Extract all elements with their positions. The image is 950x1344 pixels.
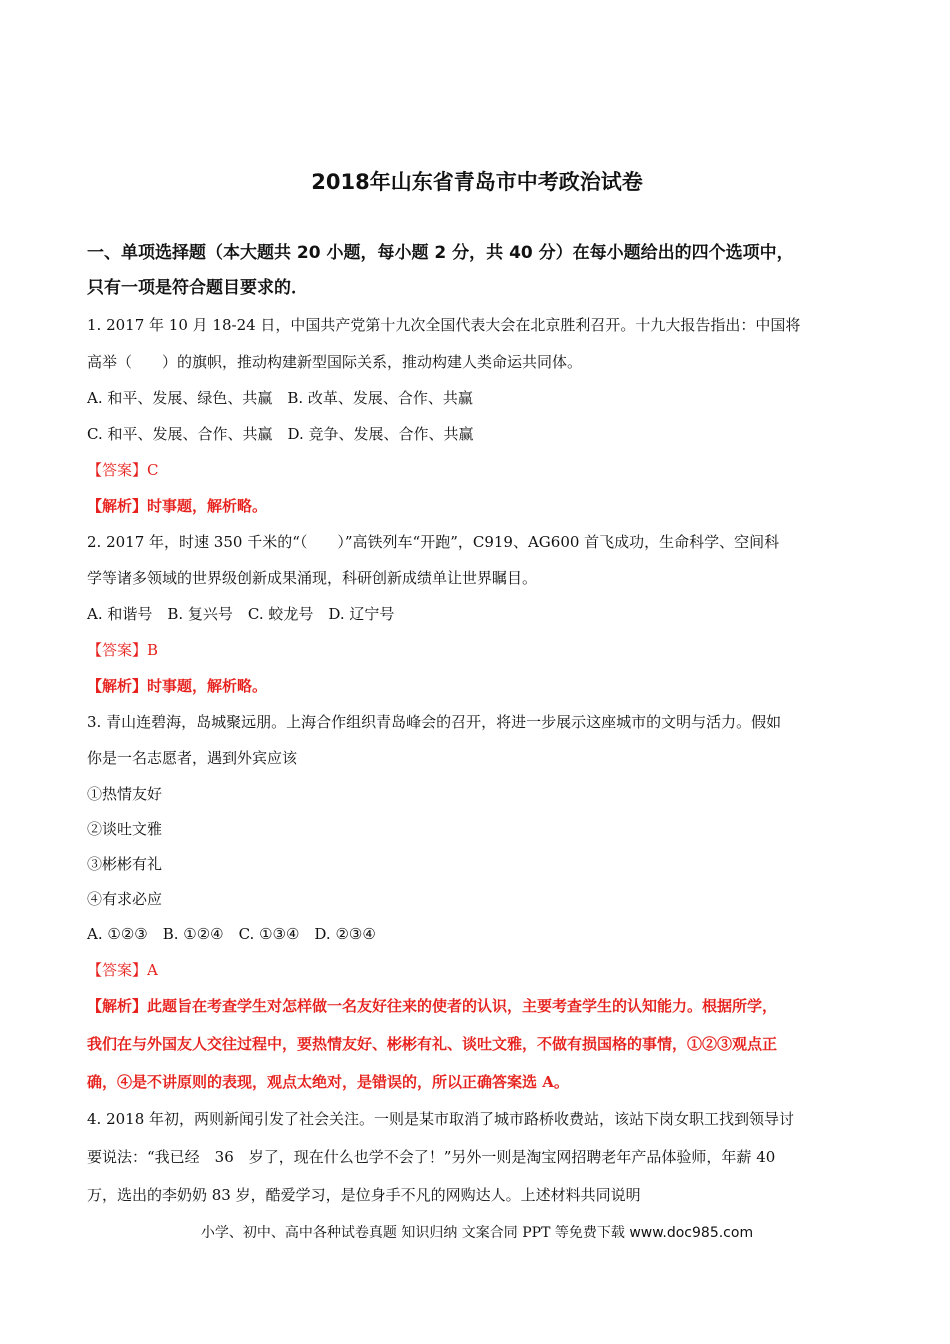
footer-url[interactable]: www.doc985.com [629,1225,754,1241]
q3-options: A. ①②③ B. ①②④ C. ①③④ D. ②③④ [87,925,376,943]
q2-stem-line-1: 2. 2017 年，时速 350 千米的“（ ）”高铁列车“开跑”，C919、AG600 首飞成功，生命科学、空间科 [87,533,780,551]
q3-stem-line-1: 3. 青山连碧海，岛城聚远朋。上海合作组织青岛峰会的召开，将进一步展示这座城市的文明与活力。假如 [87,713,782,731]
section-heading [87,236,867,306]
q1-answer: 【答案】C [87,461,159,479]
section-heading-line-1: 一、单项选择题（本大题共 20 小题，每小题 2 分，共 40 分）在每小题给出的四个选项中， [87,243,794,263]
q2-options: A. 和谐号 B. 复兴号 C. 蛟龙号 D. 辽宁号 [87,605,395,623]
q1-options-cd: C. 和平、发展、合作、共赢 D. 竞争、发展、合作、共赢 [87,425,474,443]
q3-stem-line-2: 你是一名志愿者，遇到外宾应该 [87,749,298,767]
q3-answer: 【答案】A [87,961,158,979]
q1-analysis: 【解析】时事题，解析略。 [87,497,268,515]
q2-stem-line-2: 学等诸多领域的世界级创新成果涌现，科研创新成绩单让世界瞩目。 [87,569,538,587]
q3-item-3: ③彬彬有礼 [87,855,163,873]
q3-analysis-line-1: 【解析】此题旨在考查学生对怎样做一名友好往来的使者的认识，主要考查学生的认知能力。根据所学， [87,997,778,1015]
document-title: 2018年山东省青岛市中考政治试卷 [311,170,643,194]
q3-item-2: ②谈吐文雅 [87,820,163,838]
q1-stem-line-2: 高举（ ）的旗帜，推动构建新型国际关系，推动构建人类命运共同体。 [87,353,583,371]
q4-stem-line-2: 要说法：“我已经 36 岁了，现在什么也学不会了！”另外一则是淘宝网招聘老年产品体验师，年薪 40 [87,1148,776,1166]
section-heading-line-2: 只有一项是符合题目要求的． [87,278,308,298]
q1-options-ab: A. 和平、发展、绿色、共赢 B. 改革、发展、合作、共赢 [87,389,473,407]
footer-text: 小学、初中、高中各种试卷真题 知识归纳 文案合同 PPT 等免费下载 [200,1225,625,1241]
page-footer [87,1222,867,1242]
q3-analysis-line-3: 确，④是不讲原则的表现，观点太绝对，是错误的，所以正确答案选 A。 [87,1073,569,1091]
q3-analysis-line-2: 我们在与外国友人交往过程中，要热情友好、彬彬有礼、谈吐文雅，不做有损国格的事情，①②③观点正 [87,1035,778,1053]
q3-item-1: ①热情友好 [87,785,163,803]
q4-stem-line-1: 4. 2018 年初，两则新闻引发了社会关注。一则是某市取消了城市路桥收费站，该站下岗女职工找到领导讨 [87,1110,795,1128]
q1-stem-line-1: 1. 2017 年 10 月 18-24 日，中国共产党第十九次全国代表大会在北京胜利召开。十九大报告指出：中国将 [87,316,801,334]
q3-item-4: ④有求必应 [87,890,163,908]
q2-answer: 【答案】B [87,641,159,659]
q4-stem-line-3: 万，选出的李奶奶 83 岁，酷爱学习，是位身手不凡的网购达人。上述材料共同说明 [87,1186,641,1204]
q2-analysis: 【解析】时事题，解析略。 [87,677,268,695]
